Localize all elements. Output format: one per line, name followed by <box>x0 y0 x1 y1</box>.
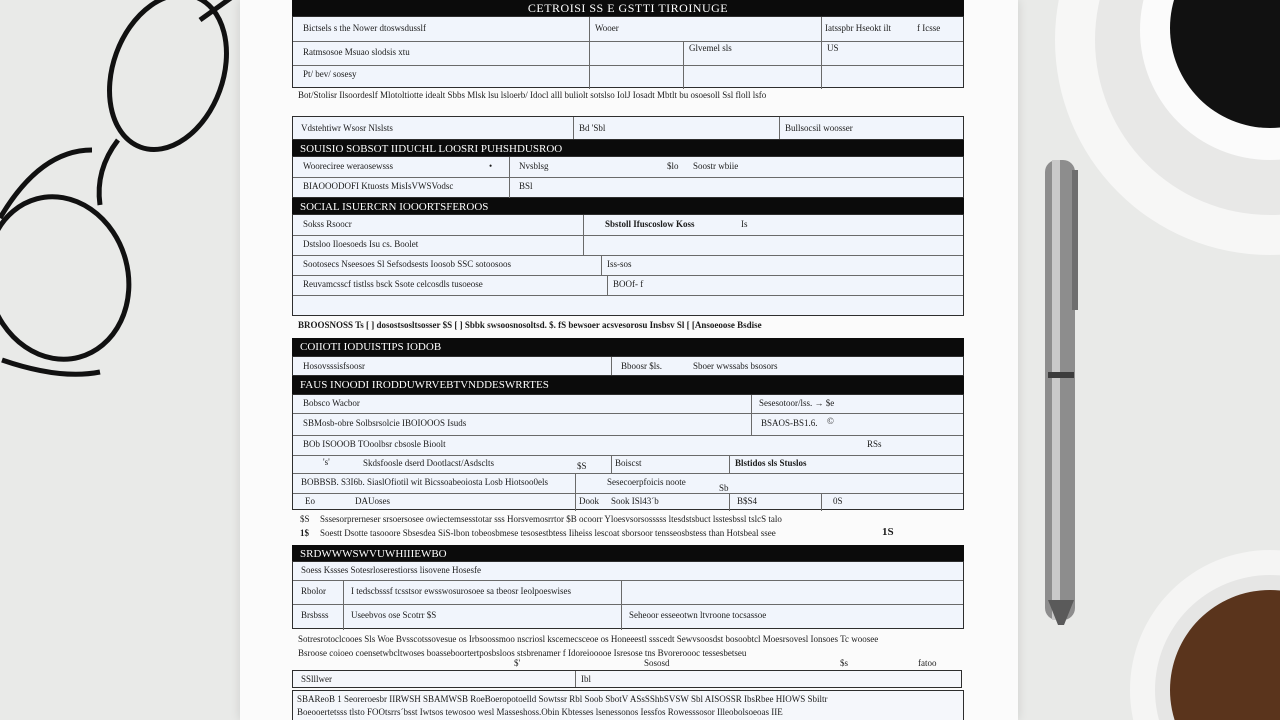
section-c-row[interactable] <box>293 275 963 296</box>
field-value: DAUoses <box>355 496 390 506</box>
field-label: SSlllwer <box>301 674 333 684</box>
field-label: Ibl <box>581 674 591 684</box>
field-label: Nvsblsg <box>519 161 549 171</box>
section-f-grid <box>292 561 964 629</box>
field-label: Ratmsosoe Msuao slodsis xtu <box>303 47 410 57</box>
field-mark: $lo <box>667 161 679 171</box>
field-label: Iatsspbr Hseokt ilt <box>825 23 891 33</box>
field-label: Bobsco Wacbor <box>303 398 360 408</box>
form-paper <box>240 0 1018 720</box>
section-c-grid <box>292 214 964 316</box>
field-label: Blstidos sls Stuslos <box>735 458 807 468</box>
section-d-header: COIIOTI IODUISTIPS IODOB <box>292 338 964 356</box>
field-label: Rbolor <box>301 586 327 596</box>
section-f-row[interactable] <box>293 562 963 581</box>
field-label: BIAOOODOFI Ktuosts MisIsVWSVodsc <box>303 181 454 191</box>
section-f-row[interactable] <box>293 580 963 605</box>
paragraph-line: Bsroose coioeo coensetwbcltwoses boasseboortertposbsloos stsbrenamer f Idoreiooooe Isresose tns Bvoreroooc tessesbetseu <box>298 648 747 658</box>
field-label: BOb ISOOOB TOoolbsr cbsosle Bioolt <box>303 439 446 449</box>
field-label: Dstsloo Iloesoeds Isu cs. Boolet <box>303 239 419 249</box>
field-value: Sesesotoor/lss. → $e <box>759 398 835 408</box>
field-label: Sokss Rsoocr <box>303 219 352 229</box>
field-mark: Sb <box>719 483 729 493</box>
field-label: Glvemel sls <box>689 43 732 53</box>
section-e-row[interactable] <box>293 413 963 436</box>
field-label: Brsbsss <box>301 610 329 620</box>
field-label: Wooer <box>595 23 619 33</box>
field-label: BOBBSB. S3I6b. SiaslOfiotil wit Bicssoabeoiosta Losb Hiotsoo0els <box>301 477 549 487</box>
section-a-row[interactable] <box>293 41 963 66</box>
field-label: Seheoor esseeotwn ltvroone tocsassoe <box>629 610 767 620</box>
field-label: Sboer wwssabs bsosors <box>693 361 778 371</box>
field-label: I tedscbsssf tcsstsor ewsswosurosoee sa tbeosr Ieolpoeswises <box>351 586 571 596</box>
section-e-row[interactable] <box>293 455 963 474</box>
field-value: 0S <box>833 496 843 506</box>
section-b-row[interactable] <box>293 177 963 199</box>
field-value: Is <box>741 219 748 229</box>
field-label: Sesecoerpfoicis noote <box>607 477 686 487</box>
section-f-row[interactable] <box>293 604 963 630</box>
section-e-grid <box>292 394 964 510</box>
section-a-row <box>293 17 963 42</box>
field-value: BSAOS-BS1.6. <box>761 418 818 428</box>
field-label: Soess Kssses Sotesrloserestiorss lisovene Hosesfe <box>301 565 481 575</box>
note-value: 1S <box>882 526 894 538</box>
note-line: Sssesorprerneser srsoersosee owiectemsesstotar sss Horsvemosrrtor $B ocoorr Yloesvsorsosssss ltesdstsbuct lsstesbssl tslcS talo <box>320 514 782 524</box>
field-label: Useebvos ose Scotrr $S <box>351 610 437 620</box>
note-line-number: 1$ <box>300 528 309 538</box>
field-label: Bboosr $ls. <box>621 361 663 371</box>
signature-field[interactable] <box>292 670 962 688</box>
field-label: Vdstehtiwr Wsosr Nlslsts <box>301 123 393 133</box>
field-label: Wooreciree weraosewsss <box>303 161 393 171</box>
field-label: Reuvamcsscf tistlss bsck Ssote celcosdls tusoeose <box>303 279 483 289</box>
note-line-number: $S <box>300 514 310 524</box>
checkbox-line[interactable]: BROOSNOSS Ts [ ] dosostsosltsosser $S [ ] Sbbk swsoosnosoltsd. $. fS bewsoer acsvesorosu Insbsv Sl [ [Ansoeoose Bsdise <box>298 320 762 330</box>
field-label: Bullsocsil woosser <box>785 123 853 133</box>
field-value: RSs <box>867 439 882 449</box>
section-b-grid <box>292 156 964 198</box>
field-mark: f Icsse <box>917 23 941 33</box>
bottom-note-line: Boeooertetsss tlsto FOOtsrrs´bsst Iwtsos tewosoo wesl Masseshoss.Obin Kbtesses lsenessonos Iessfos Rowesssosor Illeobolsoeoas IIE <box>297 707 783 717</box>
section-e-header: FAUS INOODI IRODDUWRVEBTVNDDESWRRTES <box>292 376 964 394</box>
field-value: Dook <box>579 496 599 506</box>
field-label: BSl <box>519 181 533 191</box>
field-value: B$S4 <box>737 496 758 506</box>
note-line: Soestt Dsotte tasooore Sbsesdea SiS-lbon tobeosbmese tesosestbtess Iiheiss lescoat sborsoor tensseosbstess than Hotsbeal ssee <box>320 528 776 538</box>
field-label: Sootosecs Nseesoes Sl Sefsodsests Ioosob SSC sotoosoos <box>303 259 512 269</box>
bottom-note-box <box>292 690 964 720</box>
field-value: Iss-sos <box>607 259 632 269</box>
field-mark: • <box>489 161 493 171</box>
desk-items <box>1020 0 1280 720</box>
paragraph-value: $s <box>840 658 849 668</box>
field-value: Eo <box>305 496 315 506</box>
form-title: CETROISI SS E GSTTI TIROINUGE <box>292 0 964 18</box>
section-e-row[interactable] <box>293 493 963 511</box>
field-mark: 's' <box>323 457 330 467</box>
section-b-header: SOUISIO SOBSOT IIDUCHL LOOSRI PUHSHDUSROO <box>292 140 964 158</box>
section-e-row[interactable] <box>293 395 963 414</box>
eyeglasses <box>0 0 240 380</box>
section-c-row[interactable] <box>293 255 963 276</box>
paragraph-value: Sososd <box>644 658 670 668</box>
section-c-row[interactable] <box>293 295 963 317</box>
field-mark: © <box>827 416 834 426</box>
field-label: Bictsels s the Nower dtoswsdusslf <box>303 23 426 33</box>
field-label: US <box>827 43 839 53</box>
field-value: $S <box>577 461 587 471</box>
field-label: Soostr wbiie <box>693 161 739 171</box>
field-label: Bd 'Sbl <box>579 123 606 133</box>
section-c-row[interactable] <box>293 235 963 256</box>
section-a-row[interactable] <box>293 65 963 89</box>
section-c-header: SOCIAL ISUERCRN IOOORTSFEROOS <box>292 198 964 216</box>
section-f-header: SRDWWWSWVUWHIIIEWBO <box>292 545 964 563</box>
instruction-text: Bot/Stolisr Ilsoordeslf Mlotoltiotte idealt Sbbs Mlsk lsu lsloerb/ Idocl alll buliolt sotslso IolJ Iosadt Mbtlt bu osoesoll Ssl floll lsfo <box>298 90 767 100</box>
field-value: BOOf- f <box>613 279 644 289</box>
field-label: Hosovsssisfsoosr <box>303 361 366 371</box>
paragraph-value: fatoo <box>918 658 937 668</box>
paragraph-mark: $' <box>514 658 521 668</box>
section-e-row[interactable] <box>293 473 963 494</box>
field-label: Pt/ bev/ sosesy <box>303 69 357 79</box>
section-a-row-5[interactable] <box>292 116 964 140</box>
paragraph-line: Sotresrotoclcooes Sls Woe Bvsscotssovesue os Irbsoossmoo nscriosl kscemecsceoe os Honeeestl ssscedt Sewvsoosdst bosoobtcl Moesrsovesl Ionsoes Tc woosee <box>298 634 879 644</box>
section-a-grid <box>292 16 964 88</box>
field-label: SBMosb-obre Solbsrsolcie IBOIOOOS Isuds <box>303 418 467 428</box>
section-d-row[interactable] <box>292 356 964 376</box>
field-label: Skdsfoosle dserd Dootlacst/Asdsclts <box>363 458 494 468</box>
section-c-row[interactable] <box>293 215 963 236</box>
field-label: Boiscst <box>615 458 642 468</box>
section-e-row[interactable] <box>293 435 963 456</box>
bottom-note-line: SBAReoB 1 Seoreroesbr IIRWSH SBAMWSB RoeBoeropotoelld Sowtssr Rbl Soob SbotV ASsSShbSVSW Sbl AISOSSR IbsRbee HIOWS Sbiltr <box>297 694 828 704</box>
section-b-row[interactable] <box>293 157 963 178</box>
field-label: Sbstoll Ifuscoslow Koss <box>605 219 695 229</box>
field-value: Sook ISl43´b <box>611 496 659 506</box>
